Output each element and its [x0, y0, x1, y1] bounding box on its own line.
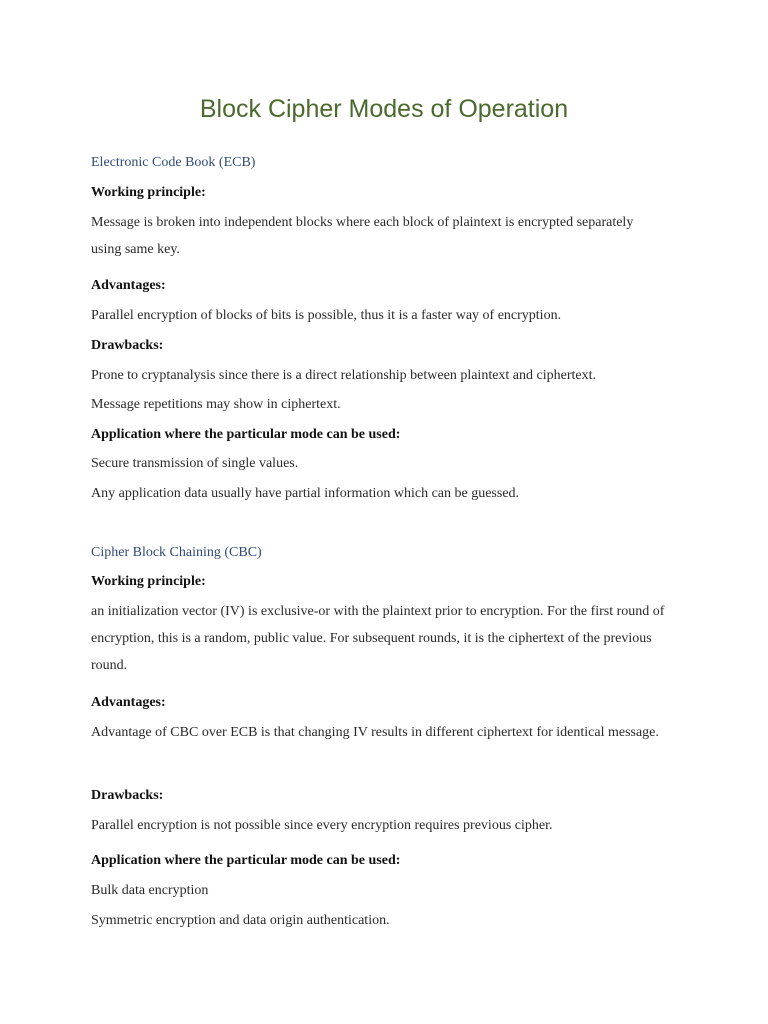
cbc-application-item: Symmetric encryption and data origin authentication.: [91, 913, 390, 928]
document-title: Block Cipher Modes of Operation: [199, 95, 569, 123]
ecb-working-principle-text: Message is broken into independent blocks where each block of plaintext is encrypted separately using same key.: [91, 215, 634, 257]
section-heading-cbc: Cipher Block Chaining (CBC): [91, 545, 262, 560]
cbc-drawback-item: Parallel encryption is not possible since every encryption requires previous cipher.: [91, 818, 553, 833]
ecb-advantages-text: Parallel encryption of blocks of bits is possible, thus it is a faster way of encryption.: [91, 308, 562, 323]
cbc-advantages-label: Advantages:: [91, 695, 166, 710]
ecb-application-item: Any application data usually have partial information which can be guessed.: [91, 486, 520, 501]
cbc-application-label: Application where the particular mode can be used:: [91, 853, 401, 868]
cbc-drawbacks-label: Drawbacks:: [91, 788, 164, 803]
ecb-application-label: Application where the particular mode can be used:: [91, 427, 401, 442]
cbc-application-item: Bulk data encryption: [91, 883, 209, 898]
ecb-working-principle-label: Working principle:: [91, 185, 206, 200]
ecb-drawbacks-label: Drawbacks:: [91, 338, 164, 353]
section-heading-ecb: Electronic Code Book (ECB): [91, 155, 256, 170]
ecb-advantages-label: Advantages:: [91, 278, 166, 293]
cbc-advantages-text: Advantage of CBC over ECB is that changing IV results in different ciphertext for identical message.: [91, 725, 659, 740]
cbc-working-principle-label: Working principle:: [91, 574, 206, 589]
cbc-working-principle-text: an initialization vector (IV) is exclusive-or with the plaintext prior to encryption. For the first round of encryption, this is a random, public value. For subsequent rounds, it is the ciphertext of the previous round.: [91, 604, 665, 673]
ecb-drawback-item: Prone to cryptanalysis since there is a direct relationship between plaintext and ciphertext.: [91, 368, 596, 383]
ecb-application-item: Secure transmission of single values.: [91, 456, 299, 471]
ecb-drawback-item: Message repetitions may show in ciphertext.: [91, 397, 341, 412]
